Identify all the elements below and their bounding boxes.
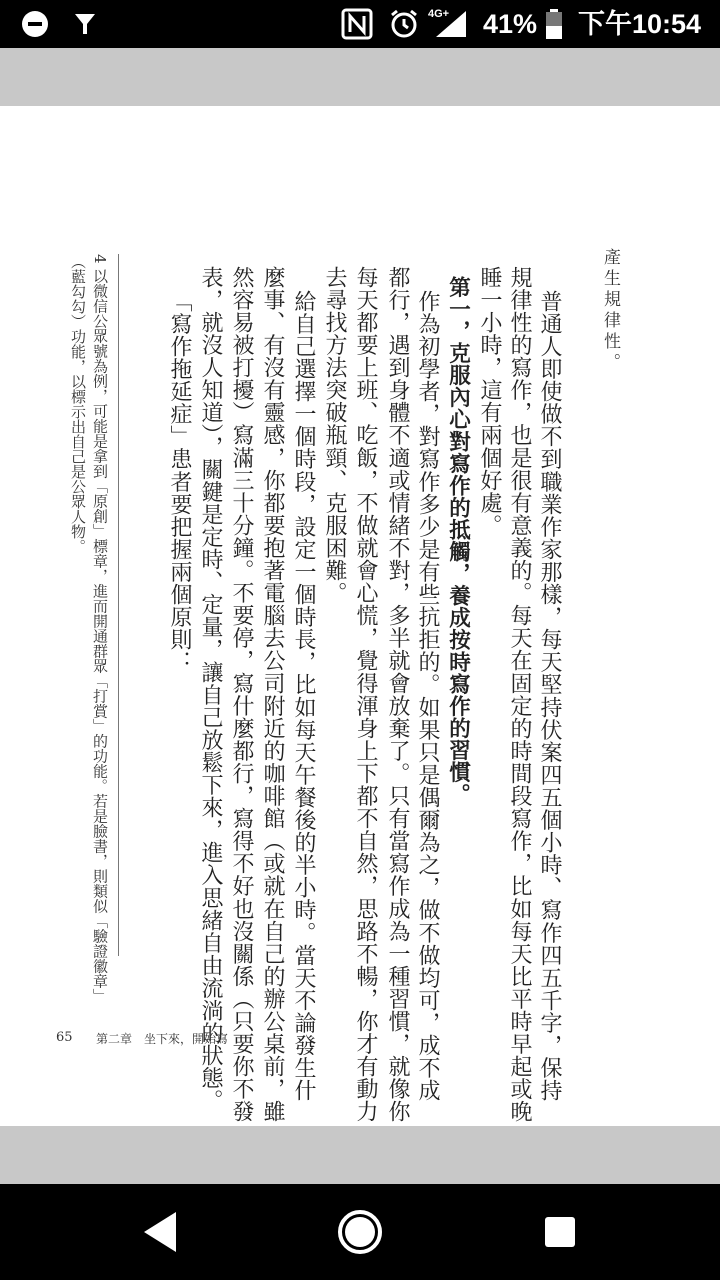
recents-icon	[543, 1215, 577, 1249]
home-button[interactable]	[320, 1184, 400, 1280]
text-column: 表，就沒人知道），關鍵是定時、定量，讓自己放鬆下來，進入思緒自由流淌的狀態。	[198, 266, 223, 1112]
back-icon	[140, 1210, 180, 1254]
running-footer: 第二章 坐下來，開始寫	[96, 1032, 229, 1046]
navigation-bar	[0, 1184, 720, 1280]
signal-icon	[434, 0, 468, 48]
section-heading: 第一，克服內心對寫作的抵觸，養成按時寫作的習慣。	[445, 276, 471, 806]
top-toolbar-area	[0, 48, 720, 106]
clock: 下午10:54	[578, 9, 702, 39]
text-column: 然容易被打擾）寫滿三十分鐘。不要停，寫什麼都行，寫得不好也沒關係（只要你不發	[229, 266, 254, 1123]
recents-button[interactable]	[520, 1184, 600, 1280]
dnd-icon	[20, 0, 50, 48]
alarm-icon	[388, 0, 420, 48]
nfc-icon	[341, 0, 373, 48]
home-icon	[336, 1208, 384, 1256]
text-column: 睡一小時，這有兩個好處。	[477, 266, 502, 537]
battery-percent: 41%	[483, 9, 538, 39]
text-column: 都行，遇到身體不適或情緒不對，多半就會放棄了。只有當寫作成為一種習慣，就像你	[385, 266, 410, 1123]
network-type: 4G+	[428, 8, 450, 20]
text-column: 給自己選擇一個時段，設定一個時長，比如每天午餐後的半小時。當天不論發生什	[291, 290, 316, 1102]
footnote-line: 4 以微信公眾號為例，可能是拿到「原創」標章，進而開通群眾「打賞」的功能。若是臉書，則類似「驗證徽章」	[91, 254, 109, 1004]
text-column: 規律性的寫作，也是很有意義的。每天在固定的時間段寫作，比如每天比平時早起或晚	[507, 266, 532, 1123]
footnote-divider	[118, 254, 119, 956]
subheading: 產生規律性。	[600, 248, 620, 374]
footnote-line: （藍勾勾）功能，以標示出自己是公眾人物。	[69, 254, 87, 554]
text-column: 作為初學者，對寫作多少是有些抗拒的。如果只是偶爾為之，做不做均可，成不成	[415, 290, 440, 1102]
text-column: 每天都要上班、吃飯，不做就會心慌，覺得渾身上下都不自然，思路不暢，你才有動力	[353, 266, 378, 1123]
text-column: 「寫作拖延症」患者要把握兩個原則：	[167, 290, 192, 674]
back-button[interactable]	[120, 1184, 200, 1280]
page-number: 65	[56, 1030, 73, 1045]
text-column: 去尋找方法突破瓶頸、克服困難。	[322, 266, 347, 605]
battery-icon	[545, 0, 563, 48]
text-column: 麼事、有沒有靈感，你都要抱著電腦去公司附近的咖啡館（或就在自己的辦公桌前，雖	[260, 266, 285, 1123]
book-page	[0, 106, 720, 1126]
filter-icon	[74, 0, 96, 48]
status-bar	[0, 0, 720, 48]
text-column: 普通人即使做不到職業作家那樣，每天堅持伏案四五個小時、寫作四五千字，保持	[537, 290, 562, 1102]
bottom-toolbar-area	[0, 1126, 720, 1184]
